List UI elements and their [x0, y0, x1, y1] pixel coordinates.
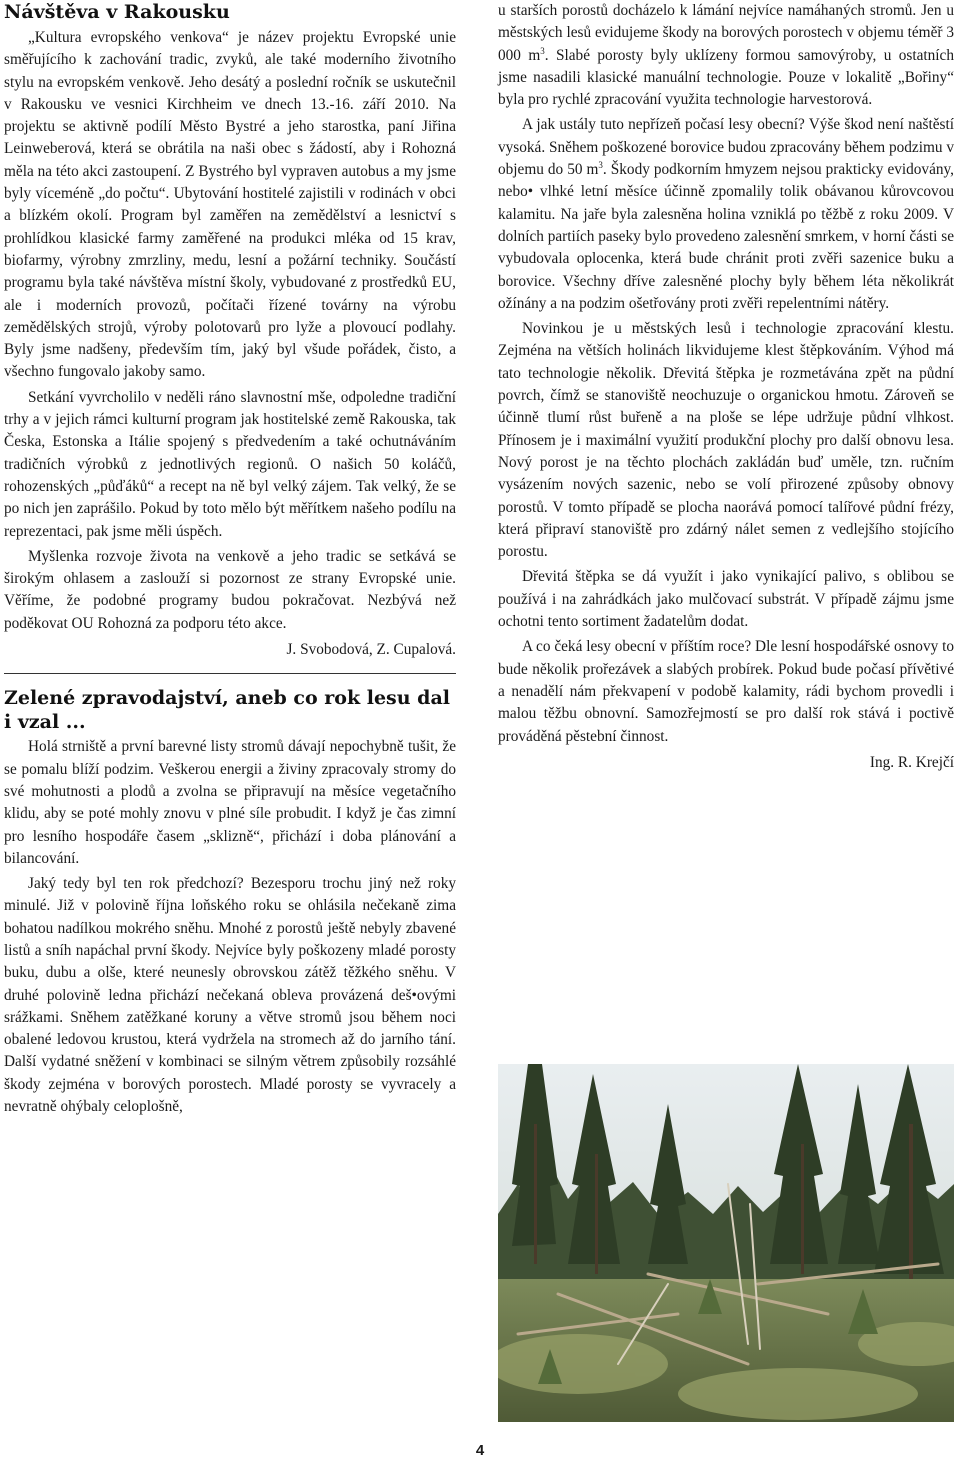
article1-paragraph-3: Myšlenka rozvoje života na venkově a jeho tradic se setkává se širokým ohlasem a zaslouží si pozornost ze strany Evropské unie. Věříme, že podobné programy budou pokračovat. Nezbývá než poděkovat OU Rohozná za podporu této akce.: [4, 547, 456, 632]
article2-paragraph-2: Jaký tedy byl ten rok předchozí? Bezesporu trochu jiný než roky minulé. Již v polovině října loňského roku se ohlásila nečekaně zima bohatou nadílkou mokrého sněhu. Mnohé z porostů ještě nebyly zbavené listů a sníh napáchal první škody. Nejvíce byly poškozeny mladé porosty buku, dubu a olše, které neunesly obrovskou zátěž těžkého sněhu. V druhé polovině ledna přichází nečekaná obleva provázená deš•ovými srážkami. Sněhem zatěžkané koruny a větve stromů jsou během noci obalené ledovou krustou, která vydržela na stromech až do jarního tání. Další vydatné sněžení v kombinaci se silným větrem způsobily rozsáhlé škody zejména v borových porostech. Mladé porosty se vyvracely a nevratně ohýbaly celoplošně,: [4, 875, 456, 1116]
article2-paragraph-6: Dřevitá štěpka se dá využít i jako vynikající palivo, s oblibou se používá i na zahrádkách jako mulčovací substrát. V případě zájmu jsme ochotni tento sortiment žadatelům dodat.: [498, 568, 954, 631]
article1-signature: J. Svobodová, Z. Cupalová.: [286, 641, 456, 659]
article-separator: [4, 673, 456, 674]
paragraph-4-text-a: A jak ustály tuto nepřízeň počasí lesy obecní? Výše škod není naštěstí vysoká. Sněhem poškozené borovice budou zpracovány během podzimu v objemu do 50 m: [498, 116, 954, 179]
paragraph-4-text-b: . Škody podkorním hmyzem nejsou prakticky evidovány, nebo• vlhké letní měsíce účinně zpomalily tolik obávanou kůrovcovou kalamitu. Na jaře byla zalesněna holina vzniklá po těžbě z roku 2009. V dolních partiích paseky bylo provedeno zalesnění smrkem, v horní části se vybudovala oplocenka, která bude chránit proti zvěři sazenice buku a borovice. Všechny dříve zalesněné plochy byly během léta několikrát ožínány a na podzim ošetřovány proti zvěři repelentními nátěry.: [498, 161, 954, 312]
page-number: 4: [475, 1442, 485, 1459]
article2-paragraph-4: [498, 114, 954, 315]
article2-signature: Ing. R. Krejčí: [869, 753, 954, 771]
right-column: [498, 0, 954, 774]
article2-paragraph-5: Novinkou je u městských lesů i technologie zpracování klestu. Zejména na větších holinách likvidujeme klest štěpkováním. Výhod má tato technologie několik. Dřevitá štěpka je rozmetávána zpět na půdní povrch, čímž se stanoviště neochuzuje o organickou hmotu. Zároveň se účinně tlumí růst buřeně a na ploše se lépe udržuje půdní vlhkost. Přínosem je i maximální využití produkční plochy pro další obnovu lesa. Nový porost je na těchto plochách zakládán buď uměle, tzn. ručním vysázením nových sazenic, nebo se volí přirozené způsoby obnovy porostů. V tomto případě se plocha naorává pomocí talířové půdní frézy, která připraví stanoviště pro zdárný nálet semen z vedlejšího stojícího porostu.: [498, 320, 954, 561]
cubic-superscript: 3: [540, 45, 545, 56]
article1-paragraph-2: Setkání vyvrcholilo v neděli ráno slavnostní mše, odpoledne tradiční trhy a v jejich rámci kulturní program jak hostitelské země Rakouska, tak Česka, Estonska a Itálie spojený s předvedením a také ochutnáváním tradičních výrobků z jednotlivých regionů. O našich 50 koláčů, rohozenských „půďáků“ a recept na ně byl velký zájem. Tak velký, že se po nich jen zaprášilo. Pokud by toto mělo být měřítkem našeho podílu na reprezentaci, pak jsme měli úspěch.: [4, 388, 456, 540]
article-title-green-news: Zelené zpravodajství, aneb co rok lesu dal i vzal ...: [4, 687, 450, 734]
paragraph-3-text-b: . Slabé porosty byly uklízeny formou samovýroby, u ostatních jsme nasadili klasické manuální technologie. Pouze v lokalitě „Bořiny“ byla pro rychlé zpracování využita technologie harvestorová.: [498, 46, 954, 109]
article2-paragraph-1: Holá strniště a první barevné listy stromů dávají nepochybně tušit, že se pomalu blíží podzim. Veškerou energii a živiny zpracovaly stromy do své mohutnosti a plodů a zvolna se připravují na měsíce vegetačního klidu, aby se poté mohly znovu v plné síle probudit. I když je čas zimní pro lesního hospodáře časem „sklizně“, přichází i doba plánování a bilancování.: [4, 738, 456, 867]
left-column: [4, 0, 456, 1118]
article1-paragraph-1: „Kultura evropského venkova“ je název projektu Evropské unie směřujícího k zachování tradic, zvyků, ale také moderního životního stylu na evropském venkově. Jeho desátý a poslední ročník se uskutečnil v Rakousku ve vesnici Kirchheim ve dnech 13.-16. září 2010. Na projektu se aktivně podílí Město Bystré a jeho starostka, paní Jiřina Leinweberová, která se obrátila na naši obec s žádostí, aby i Rohozná měla na této akci zastoupení. Z Bystrého byl vypraven autobus a my jsme byly víceméně „do počtu“. Ubytování hostitelé zajistili v rodinách v obci a blízkém okolí. Program byl zaměřen na zemědělství a lesnictví s prohlídkou klasické farmy zaměřené na produkci mléka od 15 krav, biofarmy, výrobny zmrzliny, medu, lesní a požární techniky. Součástí programu byla také návštěva místní školy, vybudované z prostředků EU, ale i moderních provozů, počítači řízené továrny na výrobu zemědělských strojů, výroby polotovarů pro lyže a plovoucí podlahy. Byly jsme nadšeny, především tím, jaký byl všude pořádek, čisto, a všechno fungovalo jakoby samo.: [4, 29, 456, 381]
article-title-visit-austria: Návštěva v Rakousku: [4, 1, 230, 23]
paragraph-3-text-a: u starších porostů docházelo k lámání nejvíce namáhaných stromů. Jen u městských lesů evidujeme škody na borových porostech v objemu téměř 3 000 m: [498, 2, 954, 64]
article2-paragraph-7: A co čeká lesy obecní v příštím roce? Dle lesní hospodářské osnovy to bude několik prořezávek a slabých probírek. Pokud bude počasí přívětivé a nenadělí nám překvapení v podobě kalamity, rádi bychom provedli i malou těžbu obnovní. Samozřejmostí se pro další rok stává i poctivě prováděná pěstební činnost.: [498, 638, 954, 745]
forest-photo: [498, 1064, 954, 1422]
article2-paragraph-3: [498, 0, 954, 111]
cubic-superscript: 3: [598, 159, 603, 170]
